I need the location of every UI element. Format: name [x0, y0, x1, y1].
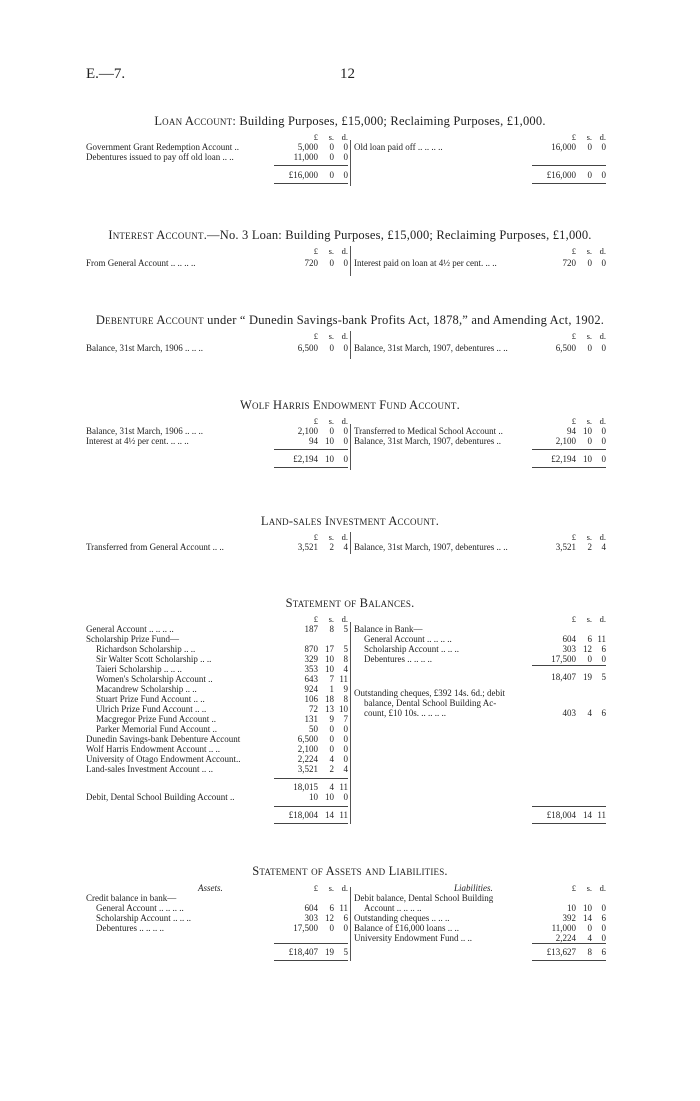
asset-row: Debentures .. .. .. .. 17,500 0 0: [96, 923, 348, 933]
balance-row: Sir Walter Scott Scholarship .. .. 329 10 8: [96, 654, 348, 664]
interest-account: £ s. d. From General Account .. .. .. .. 720 0 0 £ s. d. Interest paid on loan at 4½ per cent. .. .. 720 0 0: [86, 246, 606, 276]
balances-left-total: £18,004 14 11: [288, 810, 348, 820]
loan-row: Debentures issued to pay off old loan .. .. 11,000 0 0: [86, 152, 348, 162]
balance-row: Debit, Dental School Building Account .. 10 10 0: [86, 792, 348, 802]
land-sales-row: Balance, 31st March, 1907, debentures .. .. 3,521 2 4: [354, 542, 606, 552]
assets-total: £18,407 19 5: [288, 947, 348, 957]
balance-row: Macgregor Prize Fund Account .. 131 9 7: [96, 714, 348, 724]
balances-title: Statement of Balances.: [285, 596, 415, 610]
assets-liabilities-statement: [86, 883, 606, 965]
balance-row: Land-sales Investment Account .. .. 3,521 2 4: [86, 764, 348, 774]
asset-row: Credit balance in bank—: [86, 893, 177, 903]
loan-debit-side: £ s. d. Government Grant Redemption Account .. 5,000 0 0 Debentures issued to pay off old loan .. .. 11,000 0 0 £16,000 0 0: [86, 132, 348, 180]
wolf-row: Balance, 31st March, 1907, debentures .. 2,100 0 0: [354, 436, 606, 446]
wolf-left-total: £2,194 10 0: [293, 454, 348, 464]
balance-row: Ulrich Prize Fund Account .. .. 72 13 10: [96, 704, 348, 714]
balance-row: General Account .. .. .. .. 604 6 11: [364, 634, 606, 644]
balance-row: Richardson Scholarship .. .. 870 17 5: [96, 644, 348, 654]
page-number: 12: [340, 66, 355, 82]
loan-row: Government Grant Redemption Account .. 5,000 0 0: [86, 142, 348, 152]
balance-row: Wolf Harris Endowment Account .. .. 2,100 0 0: [86, 744, 348, 754]
interest-account-title: Interest Account.—No. 3 Loan: Building Purposes, £15,000; Reclaiming Purposes, £1,000.: [108, 228, 592, 242]
debenture-row: Balance, 31st March, 1906 .. .. .. 6,500 0 0: [86, 343, 348, 353]
balance-row: Scholarship Account .. .. .. 303 12 6: [364, 644, 606, 654]
wolf-harris-title: Wolf Harris Endowment Fund Account.: [240, 398, 460, 412]
balance-row: Outstanding cheques, £392 14s. 6d.; debit: [354, 688, 505, 698]
wolf-row: Transferred to Medical School Account .. 94 10 0: [354, 426, 606, 436]
land-sales-account: £ s. d. Transferred from General Account .. .. 3,521 2 4 £ s. d. Balance, 31st March, 1907, debentures .. .. 3,521 2 4: [86, 532, 606, 552]
balance-row: Scholarship Prize Fund—: [86, 634, 179, 644]
liability-row: Outstanding cheques .. .. .. 392 14 6: [354, 913, 606, 923]
balance-row: Dunedin Savings-bank Debenture Account 6,500 0 0: [86, 734, 348, 744]
wolf-right-total: £2,194 10 0: [551, 454, 606, 464]
asset-row: General Account .. .. .. .. 604 6 11: [96, 903, 348, 913]
balance-row: Women's Scholarship Account .. 643 7 11: [96, 674, 348, 684]
loan-left-total: £16,000 0 0: [288, 170, 348, 180]
liabilities-total: £13,627 8 6: [546, 947, 606, 957]
liability-row: Account .. .. .. .. 10 10 0: [364, 903, 606, 913]
debenture-row: Balance, 31st March, 1907, debentures .. .. 6,500 0 0: [354, 343, 606, 353]
balance-row: Macandrew Scholarship .. .. 924 1 9: [96, 684, 348, 694]
liability-row: Debit balance, Dental School Building: [354, 893, 494, 903]
liabilities-heading: Liabilities.: [454, 883, 493, 893]
balances-right-total: £18,004 14 11: [546, 810, 606, 820]
liability-row: University Endowment Fund .. .. 2,224 4 0: [354, 933, 606, 943]
balances-right: £ s. d. Balance in Bank— General Account .. .. .. .. 604 6 11 Scholarship Account .. .. .. 303 12 6 Debentures .. .. .. .. 17,500 0 0 18,407 19 5 Outstanding cheques, £392 14s. 6d.; debit balance, Dental School Building Ac- count, £10 10s. .. .. .. .. 403 4 6 £18,004 14 11: [354, 614, 606, 718]
loan-account-title: Loan Account: Building Purposes, £15,000; Reclaiming Purposes, £1,000.: [154, 114, 546, 128]
document-code: E.—7.: [86, 66, 126, 82]
land-sales-title: Land-sales Investment Account.: [260, 514, 440, 528]
balance-row: balance, Dental School Building Ac-: [364, 698, 497, 708]
loan-account: [86, 132, 606, 188]
loan-row: Old loan paid off .. .. .. .. 16,000 0 0: [354, 142, 606, 152]
balance-row: General Account .. .. .. .. 187 8 5: [86, 624, 348, 634]
assets-side: Assets. £ s. d. Credit balance in bank— General Account .. .. .. .. 604 6 11 Scholarship Account .. .. .. 303 12 6 Debentures .. .. .. .. 17,500 0 0 £18,407 19 5: [86, 883, 348, 933]
asset-row: Scholarship Account .. .. .. 303 12 6: [96, 913, 348, 923]
balance-row: count, £10 10s. .. .. .. .. 403 4 6: [364, 708, 606, 718]
balances-left: £ s. d. General Account .. .. .. .. 187 8 5 Scholarship Prize Fund— Richardson Scholarship .. .. 870 17 5 Sir Walter Scott Scholarship .. .. 329 10 8 Taieri Scholarship .. .. .. 353 10 4 Women's Scholarship Account .. 643 7 11 Macandrew Scholarship .. .. 924 1 9 Stuart Prize Fund Account .. .. 106 18 8 Ulrich Prize Fund Account .. .. 72 13 10 Macgregor Prize Fund Account .. 131 9 7 Parker Memorial Fund Account .. 50 0 0 Dunedin Savings-bank Debenture Account 6,500 0 0 Wolf Harris Endowment Account .. .. 2,100 0 0 University of Otago Endowment Account.. 2,224 4 0 Land-sales Investment Account .. .. 3,521 2 4 18,015 4 11 Debit, Dental School Building Account .. 10 10 0 £18,004 14 11: [86, 614, 348, 820]
balances-statement: [86, 614, 606, 824]
balance-row: University of Otago Endowment Account.. 2,224 4 0: [86, 754, 348, 764]
assets-heading: Assets.: [198, 883, 223, 893]
wolf-harris-account: £ s. d. Balance, 31st March, 1906 .. .. .. 2,100 0 0 Interest at 4½ per cent. .. .. .. 94 10 0 £2,194 10 0 £ s. d. Transferred to Medical School Account .. 94 10 0 Balance, 31st March, 1907, debentures .. 2,100 0 0 £2,194 10 0: [86, 416, 606, 472]
balance-row: Balance in Bank—: [354, 624, 423, 634]
balance-row: Debentures .. .. .. .. 17,500 0 0: [364, 654, 606, 664]
land-sales-row: Transferred from General Account .. .. 3,521 2 4: [86, 542, 348, 552]
wolf-row: Interest at 4½ per cent. .. .. .. 94 10 0: [86, 436, 348, 446]
liability-row: Balance of £16,000 loans .. .. 11,000 0 0: [354, 923, 606, 933]
interest-row: Interest paid on loan at 4½ per cent. .. .. 720 0 0: [354, 258, 606, 268]
balances-left-subtotal: 18,015 4 11: [293, 782, 348, 792]
interest-row: From General Account .. .. .. .. 720 0 0: [86, 258, 348, 268]
debenture-account: £ s. d. Balance, 31st March, 1906 .. .. .. 6,500 0 0 £ s. d. Balance, 31st March, 1907, debentures .. .. 6,500 0 0: [86, 331, 606, 359]
loan-right-total: £16,000 0 0: [546, 170, 606, 180]
loan-credit-side: £ s. d. Old loan paid off .. .. .. .. 16,000 0 0 £16,000 0 0: [354, 132, 606, 180]
assets-liabilities-title: Statement of Assets and Liabilities.: [252, 864, 448, 878]
balance-row: Taieri Scholarship .. .. .. 353 10 4: [96, 664, 348, 674]
debenture-account-title: Debenture Account under “ Dunedin Savings-bank Profits Act, 1878,” and Amending Act, 1902.: [95, 313, 605, 327]
liabilities-side: Liabilities. £ s. d. Debit balance, Dental School Building Account .. .. .. .. 10 10 0 Outstanding cheques .. .. .. 392 14 6 Balance of £16,000 loans .. .. 11,000 0 0 University Endowment Fund .. .. 2,224 4 0 £13,627 8 6: [354, 883, 606, 943]
balance-row: Stuart Prize Fund Account .. .. 106 18 8: [96, 694, 348, 704]
balance-row: Parker Memorial Fund Account .. 50 0 0: [96, 724, 348, 734]
balances-right-subtotal: 18,407 19 5: [551, 672, 606, 682]
wolf-row: Balance, 31st March, 1906 .. .. .. 2,100 0 0: [86, 426, 348, 436]
